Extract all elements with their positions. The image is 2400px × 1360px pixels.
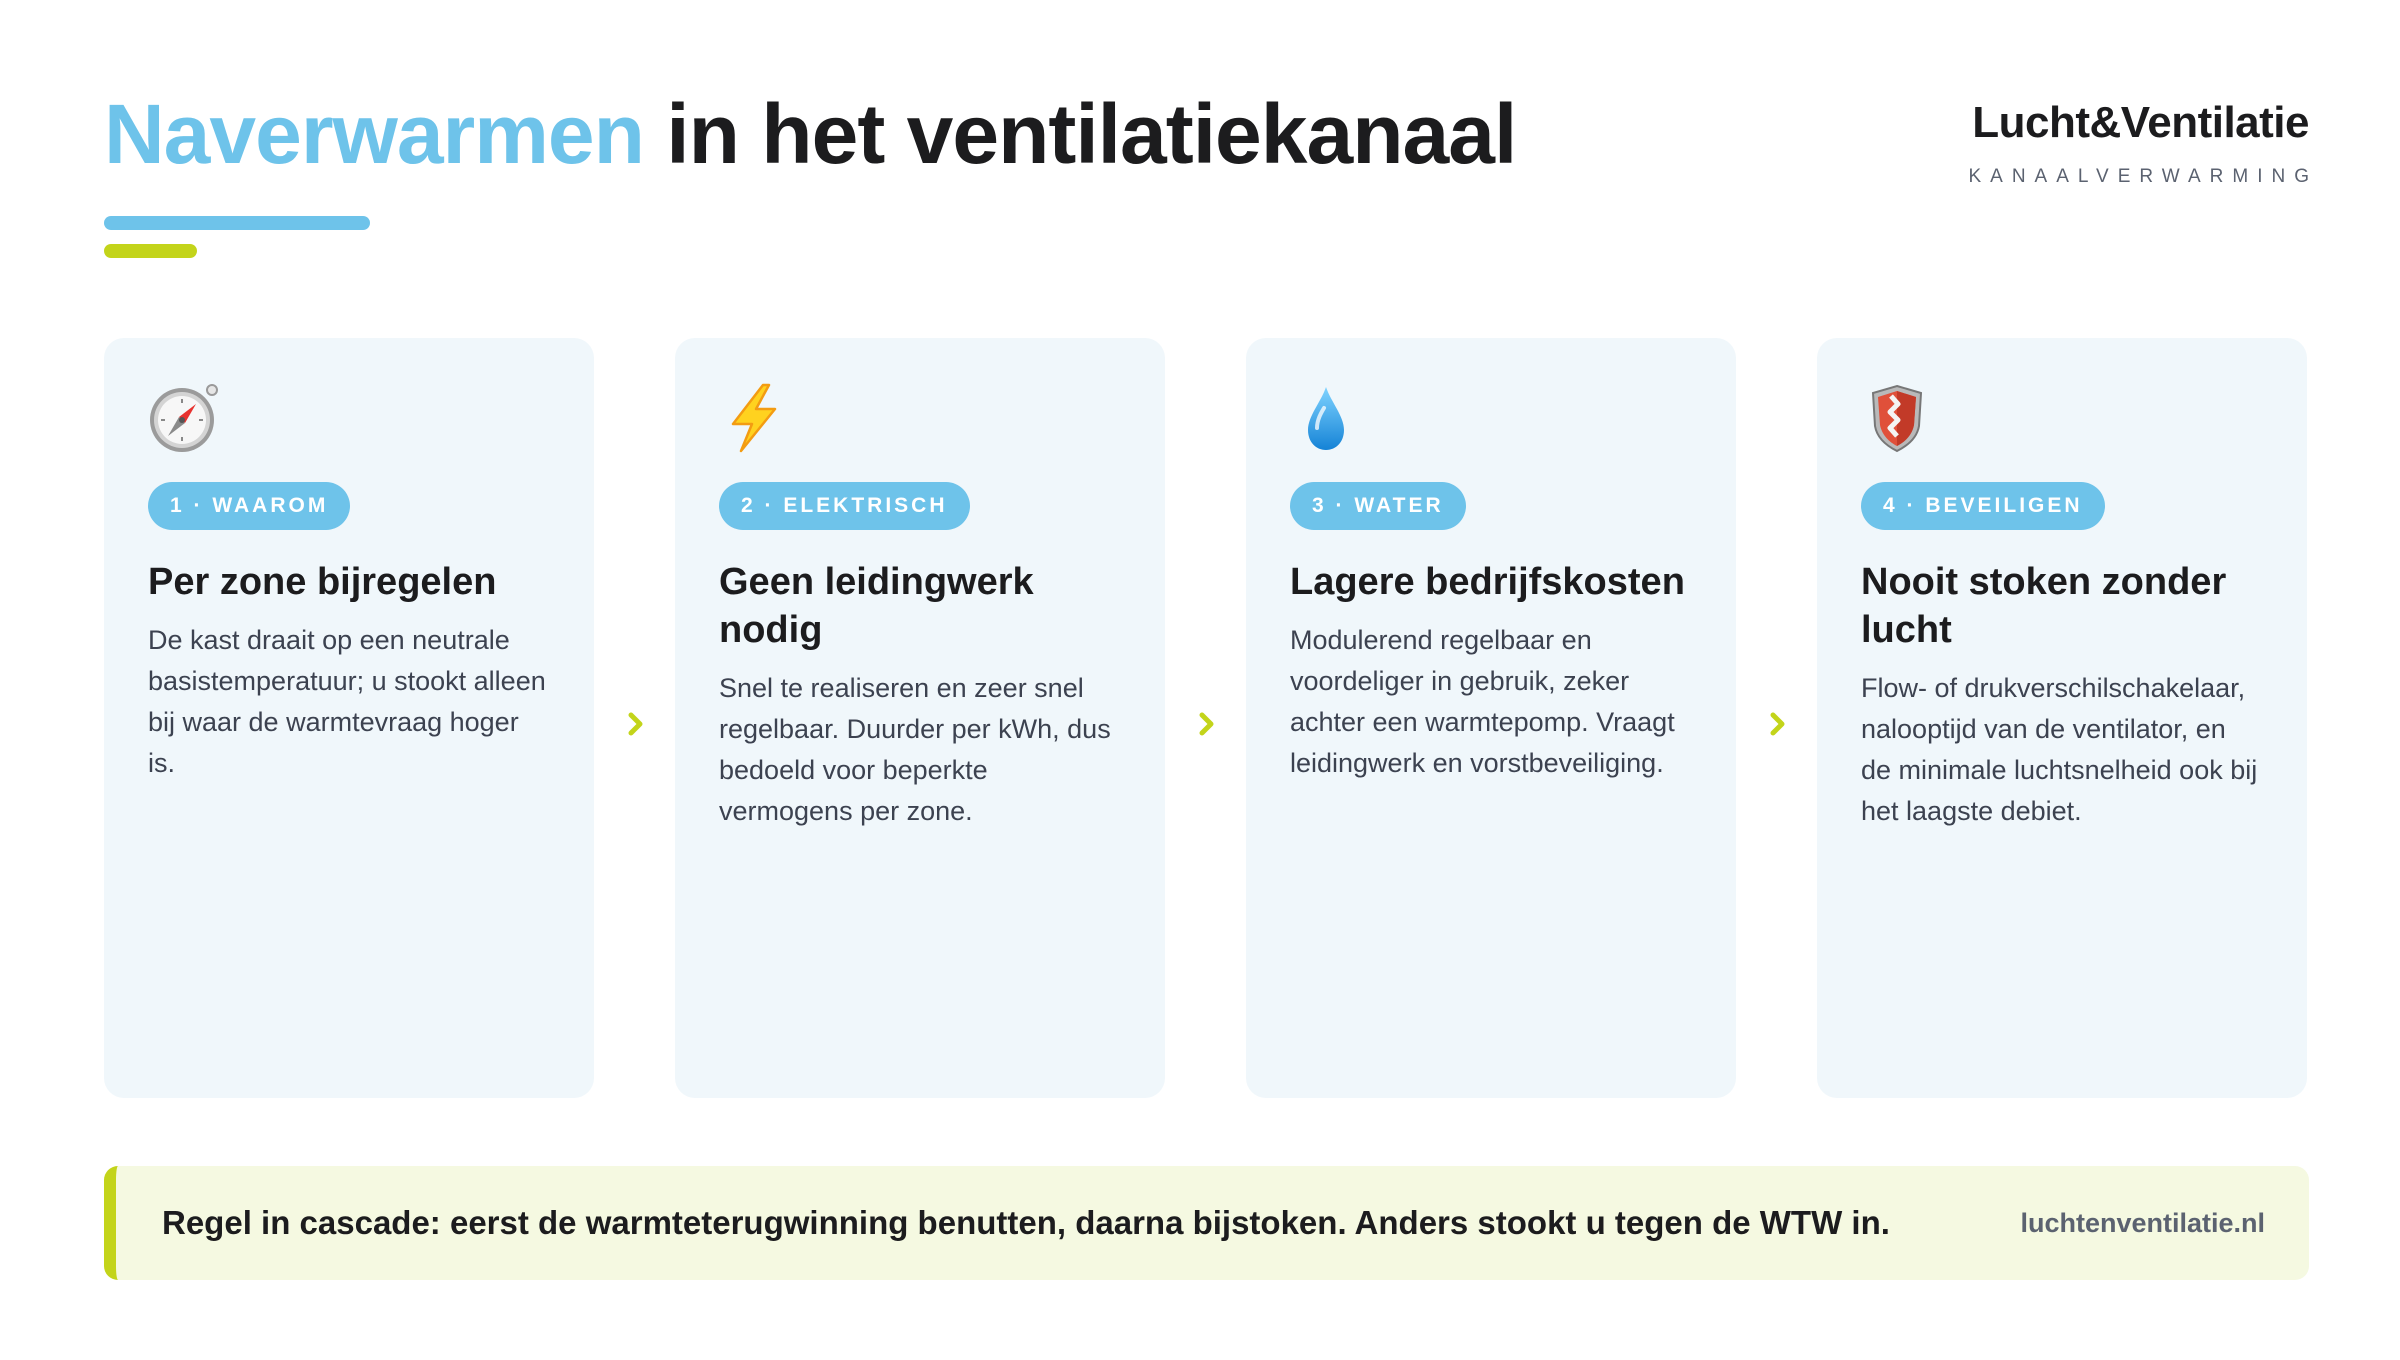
card-text: Flow- of drukverschilschakelaar, nalooptijd van de ventilator, en de minimale luchtsnelheid ook bij het laagste debiet. [1861, 673, 2258, 826]
title-accent: Naverwarmen [104, 87, 644, 181]
card-text: Modulerend regelbaar en voordeliger in gebruik, zeker achter een warmtepomp. Vraagt leidingwerk en vorstbeveiliging. [1290, 625, 1675, 778]
chevron-right-icon [1199, 710, 1215, 738]
card-text: Snel te realiseren en zeer snel regelbaar. Duurder per kWh, dus bedoeld voor beperkte vermogens per zone. [719, 673, 1111, 826]
compass-icon [148, 382, 220, 454]
chevron-right-icon [628, 710, 644, 738]
step-card-elektrisch [675, 338, 1165, 1098]
footer-text: Regel in cascade: eerst de warmteterugwinning benutten, daarna bijstoken. Anders stookt u tegen de WTW in. [162, 1204, 1890, 1241]
step-card-waarom [104, 338, 594, 1098]
footer-callout [104, 1166, 2309, 1280]
brand-logo [1968, 98, 2318, 188]
card-text: De kast draait op een neutrale basistemperatuur; u stookt alleen bij waar de warmtevraag hoger is. [148, 625, 546, 778]
card-title: Lagere bedrijfskosten [1290, 561, 1685, 603]
step-badge: 2 · ELEKTRISCH [719, 482, 970, 530]
title-underline-blue [104, 216, 370, 230]
step-badge: 3 · WATER [1290, 482, 1466, 530]
water-drop-icon [1290, 382, 1362, 454]
lightning-icon [719, 382, 791, 454]
step-badge: 1 · WAAROM [148, 482, 350, 530]
website-link[interactable]: luchtenventilatie.nl [2020, 1207, 2265, 1238]
brand-subtitle: KANAALVERWARMING [1968, 166, 2318, 187]
brand-name: Lucht&Ventilatie [1972, 98, 2309, 147]
card-title: Nooit stoken zonder lucht [1861, 561, 2227, 651]
title-underline-green [104, 244, 197, 258]
shield-icon [1861, 382, 1933, 454]
step-card-water [1246, 338, 1736, 1098]
title-rest: in het ventilatiekanaal [643, 87, 1517, 181]
step-card-beveiligen [1817, 338, 2307, 1098]
step-badge: 4 · BEVEILIGEN [1861, 482, 2105, 530]
card-title: Per zone bijregelen [148, 561, 497, 603]
card-title: Geen leidingwerk nodig [719, 561, 1034, 651]
chevron-right-icon [1770, 710, 1786, 738]
page-title [104, 88, 1516, 180]
